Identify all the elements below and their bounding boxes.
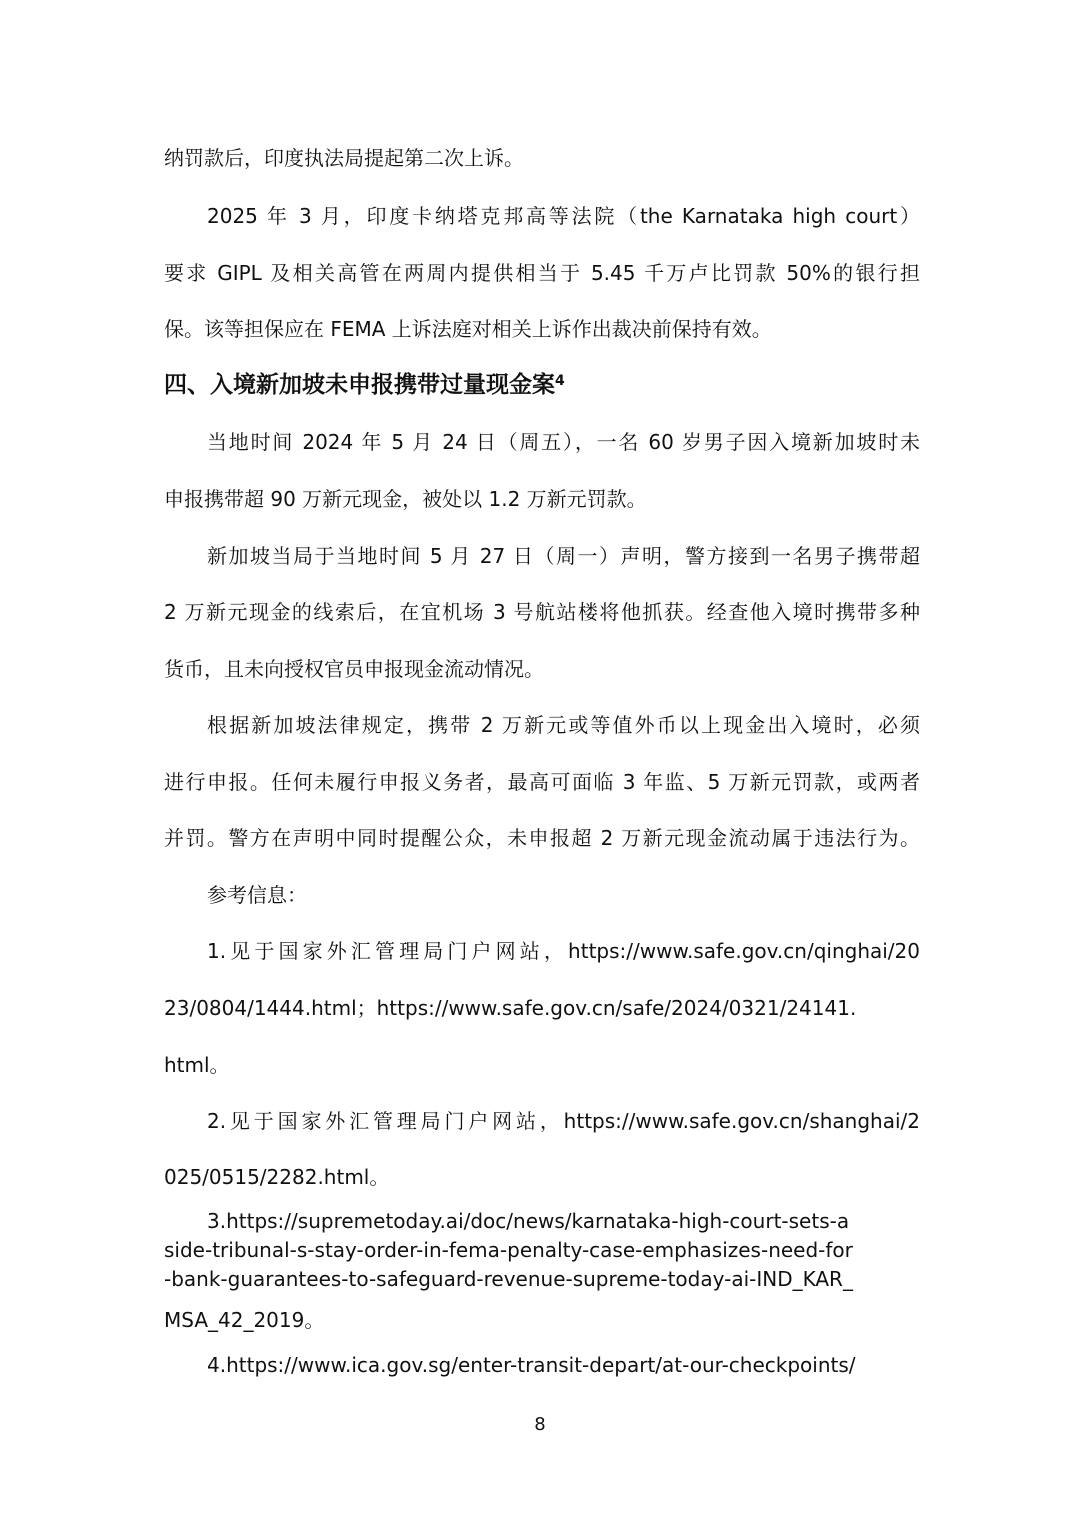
reference-line: MSA_42_2019。 (164, 1308, 325, 1332)
section-heading-text: 四、入境新加坡未申报携带过量现金案 (164, 372, 555, 398)
reference-line: -bank-guarantees-to-safeguard-revenue-supreme-today-ai-IND_KAR_ (164, 1267, 853, 1291)
footnote-marker: 4 (555, 373, 565, 389)
paragraph-line: 根据新加坡法律规定，携带 2 万新元或等值外币以上现金出入境时，必须 (207, 713, 920, 737)
paragraph-line: 新加坡当局于当地时间 5 月 27 日（周一）声明，警方接到一名男子携带超 (207, 544, 920, 568)
reference-line: 1.见于国家外汇管理局门户网站，https://www.safe.gov.cn/qinghai/20 (207, 939, 920, 963)
reference-line: 025/0515/2282.html。 (164, 1165, 390, 1189)
reference-line: 4.https://www.ica.gov.sg/enter-transit-depart/at-our-checkpoints/ (207, 1353, 856, 1377)
reference-line: 23/0804/1444.html；https://www.safe.gov.cn/safe/2024/0321/24141. (164, 996, 857, 1020)
reference-line: html。 (164, 1053, 230, 1077)
paragraph-line: 保。该等担保应在 FEMA 上诉法庭对相关上诉作出裁决前保持有效。 (164, 317, 772, 341)
reference-line: 3.https://supremetoday.ai/doc/news/karnataka-high-court-sets-a (207, 1209, 850, 1233)
reference-line: side-tribunal-s-stay-order-in-fema-penalty-case-emphasizes-need-for (164, 1238, 853, 1262)
paragraph-line: 纳罚款后，印度执法局提起第二次上诉。 (164, 146, 524, 170)
paragraph-line: 2 万新元现金的线索后，在宜机场 3 号航站楼将他抓获。经查他入境时携带多种 (164, 600, 920, 624)
paragraph-line: 要求 GIPL 及相关高管在两周内提供相当于 5.45 千万卢比罚款 50%的银行担 (164, 261, 920, 285)
paragraph-line: 并罚。警方在声明中同时提醒公众，未申报超 2 万新元现金流动属于违法行为。 (164, 826, 920, 850)
paragraph-line: 申报携带超 90 万新元现金，被处以 1.2 万新元罚款。 (164, 487, 647, 511)
paragraph-line: 货币，且未向授权官员申报现金流动情况。 (164, 657, 544, 681)
page-number: 8 (534, 1414, 546, 1435)
paragraph-line: 2025 年 3 月，印度卡纳塔克邦高等法院（the Karnataka high court） (207, 204, 920, 228)
paragraph-line: 进行申报。任何未履行申报义务者，最高可面临 3 年监、5 万新元罚款，或两者 (164, 770, 920, 794)
reference-line: 2.见于国家外汇管理局门户网站，https://www.safe.gov.cn/shanghai/2 (207, 1109, 920, 1133)
paragraph-line: 当地时间 2024 年 5 月 24 日（周五），一名 60 岁男子因入境新加坡时未 (207, 430, 920, 454)
references-title: 参考信息： (207, 883, 307, 907)
section-heading (164, 370, 565, 400)
